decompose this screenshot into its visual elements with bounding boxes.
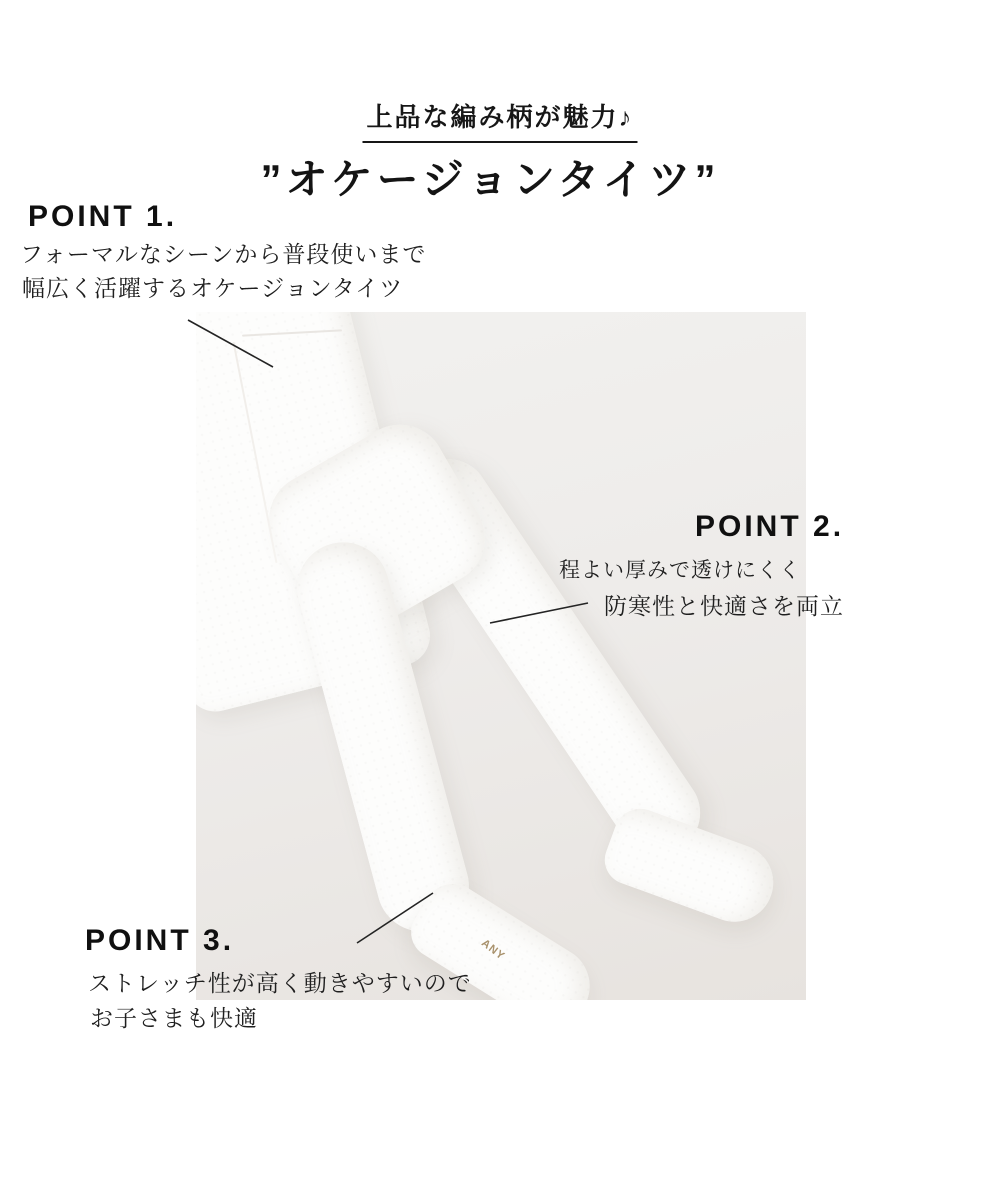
tagline: 上品な編み柄が魅力♪ — [362, 103, 637, 143]
tights-front-leg — [287, 532, 479, 942]
point3-text-line1: ストレッチ性が高く動きやすいので — [88, 970, 472, 996]
point2-text-line2: 防寒性と快適さを両立 — [604, 593, 844, 619]
page-title: ”オケージョンタイツ” — [260, 156, 720, 203]
product-photo-tights — [196, 312, 806, 1000]
point3-heading: POINT 3. — [85, 924, 235, 957]
point1-heading: POINT 1. — [28, 200, 178, 233]
point3-text-line2: お子さまも快適 — [90, 1005, 258, 1031]
point2-text-line1: 程よい厚みで透けにくく — [559, 559, 801, 582]
point1-text-line2: 幅広く活躍するオケージョンタイツ — [22, 275, 404, 301]
brand-logo-text: ANY — [479, 937, 508, 963]
point1-text-line1: フォーマルなシーンから普段使いまで — [20, 241, 427, 267]
point2-heading: POINT 2. — [695, 510, 845, 543]
